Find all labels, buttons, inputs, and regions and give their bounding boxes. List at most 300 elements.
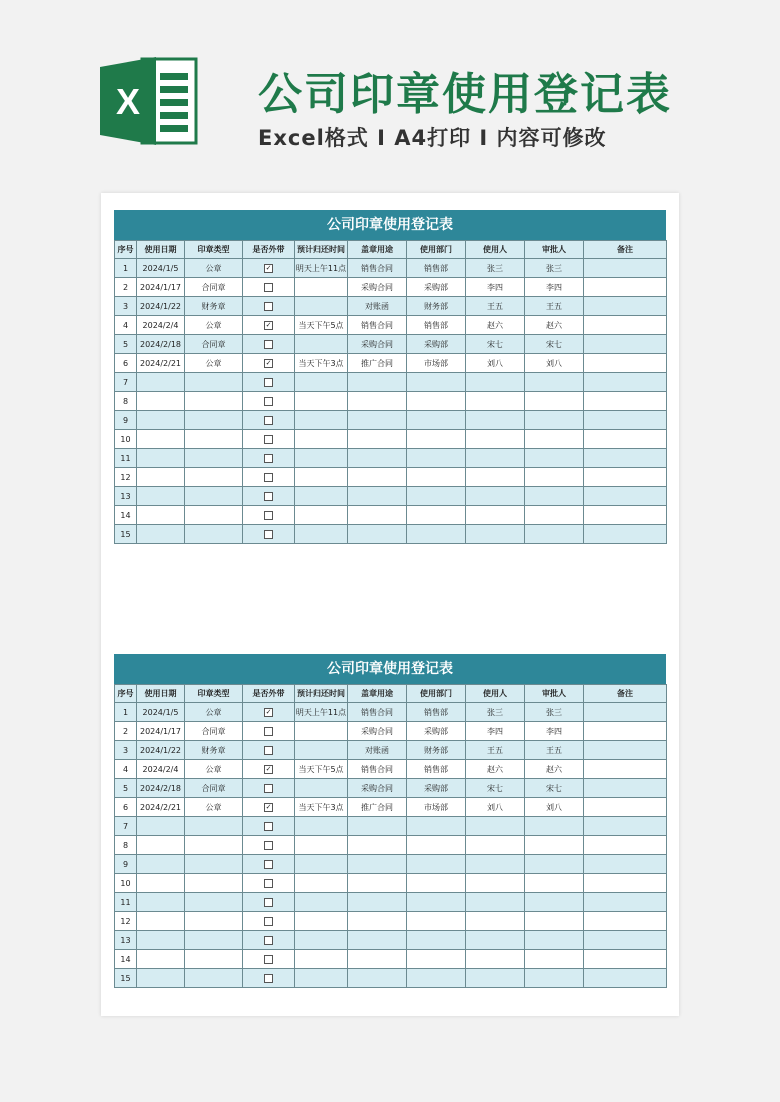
cell-no[interactable]: 14 xyxy=(115,950,137,969)
cell-return[interactable] xyxy=(295,373,348,392)
cell-return[interactable] xyxy=(295,817,348,836)
cell-purpose[interactable]: 销售合同 xyxy=(348,760,407,779)
cell-note[interactable] xyxy=(584,430,667,449)
cell-return[interactable] xyxy=(295,931,348,950)
cell-type[interactable]: 财务章 xyxy=(185,741,243,760)
cell-dept[interactable]: 财务部 xyxy=(407,297,466,316)
cell-return[interactable] xyxy=(295,449,348,468)
cell-approver[interactable]: 刘八 xyxy=(525,354,584,373)
cell-purpose[interactable] xyxy=(348,855,407,874)
cell-user[interactable] xyxy=(466,817,525,836)
cell-note[interactable] xyxy=(584,373,667,392)
cell-note[interactable] xyxy=(584,392,667,411)
cell-date[interactable]: 2024/1/5 xyxy=(137,703,185,722)
cell-purpose[interactable]: 采购合同 xyxy=(348,278,407,297)
cell-user[interactable]: 王五 xyxy=(466,297,525,316)
cell-approver[interactable] xyxy=(525,392,584,411)
cell-date[interactable]: 2024/1/17 xyxy=(137,278,185,297)
cell-type[interactable] xyxy=(185,392,243,411)
cell-date[interactable]: 2024/1/22 xyxy=(137,741,185,760)
cell-user[interactable]: 李四 xyxy=(466,722,525,741)
cell-note[interactable] xyxy=(584,950,667,969)
cell-type[interactable] xyxy=(185,525,243,544)
cell-purpose[interactable]: 采购合同 xyxy=(348,335,407,354)
unchecked-box-icon[interactable] xyxy=(264,492,273,501)
cell-purpose[interactable] xyxy=(348,950,407,969)
cell-purpose[interactable] xyxy=(348,525,407,544)
cell-no[interactable]: 1 xyxy=(115,703,137,722)
cell-date[interactable]: 2024/1/5 xyxy=(137,259,185,278)
cell-type[interactable]: 合同章 xyxy=(185,779,243,798)
cell-user[interactable]: 宋七 xyxy=(466,335,525,354)
cell-note[interactable] xyxy=(584,316,667,335)
cell-no[interactable]: 13 xyxy=(115,487,137,506)
cell-type[interactable]: 合同章 xyxy=(185,278,243,297)
cell-user[interactable] xyxy=(466,950,525,969)
cell-return[interactable] xyxy=(295,912,348,931)
cell-date[interactable]: 2024/1/22 xyxy=(137,297,185,316)
cell-purpose[interactable]: 对账函 xyxy=(348,297,407,316)
unchecked-box-icon[interactable] xyxy=(264,378,273,387)
cell-note[interactable] xyxy=(584,354,667,373)
cell-user[interactable] xyxy=(466,487,525,506)
cell-purpose[interactable]: 采购合同 xyxy=(348,722,407,741)
cell-purpose[interactable] xyxy=(348,468,407,487)
cell-purpose[interactable] xyxy=(348,373,407,392)
cell-date[interactable]: 2024/2/18 xyxy=(137,335,185,354)
cell-date[interactable]: 2024/2/21 xyxy=(137,798,185,817)
cell-no[interactable]: 6 xyxy=(115,798,137,817)
unchecked-box-icon[interactable] xyxy=(264,283,273,292)
cell-note[interactable] xyxy=(584,259,667,278)
cell-approver[interactable] xyxy=(525,931,584,950)
cell-approver[interactable] xyxy=(525,817,584,836)
cell-no[interactable]: 2 xyxy=(115,722,137,741)
cell-approver[interactable] xyxy=(525,969,584,988)
cell-note[interactable] xyxy=(584,525,667,544)
cell-no[interactable]: 4 xyxy=(115,760,137,779)
cell-return[interactable] xyxy=(295,779,348,798)
cell-purpose[interactable] xyxy=(348,969,407,988)
cell-no[interactable]: 1 xyxy=(115,259,137,278)
cell-type[interactable] xyxy=(185,411,243,430)
cell-user[interactable]: 李四 xyxy=(466,278,525,297)
cell-date[interactable] xyxy=(137,855,185,874)
cell-no[interactable]: 3 xyxy=(115,741,137,760)
cell-date[interactable] xyxy=(137,893,185,912)
cell-type[interactable] xyxy=(185,893,243,912)
cell-return[interactable] xyxy=(295,506,348,525)
cell-approver[interactable]: 王五 xyxy=(525,741,584,760)
cell-approver[interactable] xyxy=(525,449,584,468)
cell-note[interactable] xyxy=(584,779,667,798)
cell-no[interactable]: 14 xyxy=(115,506,137,525)
unchecked-box-icon[interactable] xyxy=(264,511,273,520)
cell-no[interactable]: 5 xyxy=(115,335,137,354)
checked-box-icon[interactable]: ✓ xyxy=(265,358,272,367)
cell-type[interactable] xyxy=(185,506,243,525)
cell-date[interactable] xyxy=(137,969,185,988)
cell-approver[interactable] xyxy=(525,411,584,430)
cell-type[interactable] xyxy=(185,373,243,392)
cell-user[interactable] xyxy=(466,373,525,392)
cell-note[interactable] xyxy=(584,278,667,297)
cell-no[interactable]: 10 xyxy=(115,430,137,449)
cell-dept[interactable] xyxy=(407,487,466,506)
cell-dept[interactable] xyxy=(407,817,466,836)
cell-user[interactable]: 赵六 xyxy=(466,316,525,335)
cell-date[interactable] xyxy=(137,836,185,855)
cell-return[interactable] xyxy=(295,411,348,430)
cell-note[interactable] xyxy=(584,836,667,855)
cell-note[interactable] xyxy=(584,449,667,468)
cell-dept[interactable] xyxy=(407,969,466,988)
unchecked-box-icon[interactable] xyxy=(264,435,273,444)
cell-no[interactable]: 12 xyxy=(115,912,137,931)
cell-purpose[interactable] xyxy=(348,893,407,912)
cell-type[interactable] xyxy=(185,912,243,931)
cell-user[interactable] xyxy=(466,430,525,449)
cell-date[interactable]: 2024/1/17 xyxy=(137,722,185,741)
cell-purpose[interactable]: 对账函 xyxy=(348,741,407,760)
cell-user[interactable] xyxy=(466,392,525,411)
cell-approver[interactable] xyxy=(525,487,584,506)
cell-dept[interactable]: 采购部 xyxy=(407,335,466,354)
cell-return[interactable]: 当天下午5点 xyxy=(295,316,348,335)
cell-no[interactable]: 5 xyxy=(115,779,137,798)
cell-user[interactable]: 刘八 xyxy=(466,798,525,817)
unchecked-box-icon[interactable] xyxy=(264,473,273,482)
unchecked-box-icon[interactable] xyxy=(264,974,273,983)
cell-type[interactable]: 公章 xyxy=(185,259,243,278)
cell-return[interactable]: 当天下午3点 xyxy=(295,798,348,817)
cell-user[interactable] xyxy=(466,912,525,931)
cell-dept[interactable] xyxy=(407,468,466,487)
cell-user[interactable]: 王五 xyxy=(466,741,525,760)
cell-type[interactable]: 公章 xyxy=(185,354,243,373)
cell-type[interactable]: 财务章 xyxy=(185,297,243,316)
cell-approver[interactable]: 宋七 xyxy=(525,335,584,354)
cell-purpose[interactable] xyxy=(348,836,407,855)
cell-note[interactable] xyxy=(584,703,667,722)
cell-no[interactable]: 9 xyxy=(115,411,137,430)
cell-dept[interactable] xyxy=(407,836,466,855)
cell-no[interactable]: 11 xyxy=(115,449,137,468)
cell-date[interactable] xyxy=(137,392,185,411)
cell-approver[interactable] xyxy=(525,506,584,525)
cell-approver[interactable] xyxy=(525,855,584,874)
cell-type[interactable]: 公章 xyxy=(185,316,243,335)
cell-type[interactable] xyxy=(185,430,243,449)
cell-note[interactable] xyxy=(584,487,667,506)
cell-user[interactable] xyxy=(466,411,525,430)
unchecked-box-icon[interactable] xyxy=(264,860,273,869)
cell-return[interactable] xyxy=(295,874,348,893)
cell-no[interactable]: 12 xyxy=(115,468,137,487)
cell-type[interactable] xyxy=(185,487,243,506)
cell-dept[interactable] xyxy=(407,449,466,468)
cell-date[interactable] xyxy=(137,430,185,449)
cell-type[interactable]: 公章 xyxy=(185,703,243,722)
cell-approver[interactable]: 王五 xyxy=(525,297,584,316)
cell-return[interactable]: 当天下午5点 xyxy=(295,760,348,779)
cell-note[interactable] xyxy=(584,817,667,836)
cell-note[interactable] xyxy=(584,506,667,525)
cell-no[interactable]: 13 xyxy=(115,931,137,950)
cell-dept[interactable]: 销售部 xyxy=(407,316,466,335)
cell-return[interactable] xyxy=(295,487,348,506)
cell-date[interactable] xyxy=(137,449,185,468)
cell-dept[interactable] xyxy=(407,392,466,411)
unchecked-box-icon[interactable] xyxy=(264,936,273,945)
cell-note[interactable] xyxy=(584,931,667,950)
cell-type[interactable] xyxy=(185,874,243,893)
cell-approver[interactable]: 赵六 xyxy=(525,760,584,779)
cell-date[interactable] xyxy=(137,950,185,969)
cell-approver[interactable] xyxy=(525,836,584,855)
cell-user[interactable]: 刘八 xyxy=(466,354,525,373)
unchecked-box-icon[interactable] xyxy=(264,898,273,907)
cell-return[interactable] xyxy=(295,430,348,449)
cell-purpose[interactable] xyxy=(348,506,407,525)
cell-purpose[interactable] xyxy=(348,817,407,836)
cell-note[interactable] xyxy=(584,468,667,487)
cell-dept[interactable] xyxy=(407,950,466,969)
cell-note[interactable] xyxy=(584,760,667,779)
cell-date[interactable] xyxy=(137,912,185,931)
cell-type[interactable] xyxy=(185,931,243,950)
cell-approver[interactable]: 张三 xyxy=(525,259,584,278)
cell-approver[interactable] xyxy=(525,950,584,969)
unchecked-box-icon[interactable] xyxy=(264,340,273,349)
cell-type[interactable] xyxy=(185,950,243,969)
unchecked-box-icon[interactable] xyxy=(264,822,273,831)
cell-no[interactable]: 3 xyxy=(115,297,137,316)
cell-user[interactable] xyxy=(466,468,525,487)
cell-dept[interactable]: 销售部 xyxy=(407,259,466,278)
cell-note[interactable] xyxy=(584,855,667,874)
cell-no[interactable]: 2 xyxy=(115,278,137,297)
cell-approver[interactable] xyxy=(525,893,584,912)
cell-type[interactable]: 合同章 xyxy=(185,335,243,354)
cell-date[interactable] xyxy=(137,468,185,487)
cell-date[interactable] xyxy=(137,506,185,525)
checked-box-icon[interactable]: ✓ xyxy=(265,764,272,773)
cell-approver[interactable] xyxy=(525,912,584,931)
cell-user[interactable] xyxy=(466,931,525,950)
cell-no[interactable]: 11 xyxy=(115,893,137,912)
cell-return[interactable] xyxy=(295,335,348,354)
unchecked-box-icon[interactable] xyxy=(264,746,273,755)
cell-dept[interactable] xyxy=(407,525,466,544)
cell-dept[interactable]: 采购部 xyxy=(407,278,466,297)
cell-type[interactable] xyxy=(185,836,243,855)
cell-approver[interactable]: 赵六 xyxy=(525,316,584,335)
cell-purpose[interactable] xyxy=(348,912,407,931)
unchecked-box-icon[interactable] xyxy=(264,454,273,463)
cell-return[interactable] xyxy=(295,855,348,874)
cell-purpose[interactable]: 销售合同 xyxy=(348,259,407,278)
cell-purpose[interactable] xyxy=(348,449,407,468)
cell-type[interactable] xyxy=(185,855,243,874)
cell-note[interactable] xyxy=(584,297,667,316)
cell-note[interactable] xyxy=(584,335,667,354)
cell-date[interactable]: 2024/2/18 xyxy=(137,779,185,798)
cell-type[interactable] xyxy=(185,817,243,836)
cell-purpose[interactable]: 推广合同 xyxy=(348,798,407,817)
cell-no[interactable]: 8 xyxy=(115,392,137,411)
cell-user[interactable] xyxy=(466,855,525,874)
cell-return[interactable] xyxy=(295,836,348,855)
cell-purpose[interactable] xyxy=(348,411,407,430)
cell-purpose[interactable]: 推广合同 xyxy=(348,354,407,373)
cell-dept[interactable] xyxy=(407,893,466,912)
cell-return[interactable] xyxy=(295,392,348,411)
cell-purpose[interactable]: 销售合同 xyxy=(348,703,407,722)
cell-user[interactable] xyxy=(466,506,525,525)
cell-type[interactable]: 公章 xyxy=(185,760,243,779)
cell-dept[interactable]: 销售部 xyxy=(407,760,466,779)
cell-note[interactable] xyxy=(584,874,667,893)
cell-return[interactable] xyxy=(295,722,348,741)
cell-dept[interactable] xyxy=(407,874,466,893)
cell-purpose[interactable] xyxy=(348,430,407,449)
cell-approver[interactable]: 李四 xyxy=(525,278,584,297)
cell-date[interactable] xyxy=(137,817,185,836)
cell-purpose[interactable] xyxy=(348,931,407,950)
cell-no[interactable]: 6 xyxy=(115,354,137,373)
cell-user[interactable] xyxy=(466,874,525,893)
cell-user[interactable] xyxy=(466,893,525,912)
cell-dept[interactable] xyxy=(407,430,466,449)
cell-purpose[interactable] xyxy=(348,874,407,893)
cell-purpose[interactable]: 采购合同 xyxy=(348,779,407,798)
cell-approver[interactable] xyxy=(525,373,584,392)
cell-no[interactable]: 15 xyxy=(115,969,137,988)
checked-box-icon[interactable]: ✓ xyxy=(265,802,272,811)
cell-user[interactable] xyxy=(466,836,525,855)
cell-dept[interactable]: 市场部 xyxy=(407,354,466,373)
cell-note[interactable] xyxy=(584,893,667,912)
checked-box-icon[interactable]: ✓ xyxy=(265,263,272,272)
cell-dept[interactable] xyxy=(407,912,466,931)
cell-return[interactable] xyxy=(295,893,348,912)
cell-return[interactable] xyxy=(295,278,348,297)
unchecked-box-icon[interactable] xyxy=(264,955,273,964)
checked-box-icon[interactable]: ✓ xyxy=(265,320,272,329)
cell-note[interactable] xyxy=(584,969,667,988)
cell-note[interactable] xyxy=(584,798,667,817)
unchecked-box-icon[interactable] xyxy=(264,397,273,406)
cell-purpose[interactable] xyxy=(348,487,407,506)
unchecked-box-icon[interactable] xyxy=(264,879,273,888)
cell-date[interactable] xyxy=(137,487,185,506)
cell-approver[interactable] xyxy=(525,468,584,487)
cell-dept[interactable] xyxy=(407,411,466,430)
unchecked-box-icon[interactable] xyxy=(264,416,273,425)
cell-type[interactable]: 合同章 xyxy=(185,722,243,741)
cell-date[interactable]: 2024/2/4 xyxy=(137,760,185,779)
cell-return[interactable] xyxy=(295,969,348,988)
cell-date[interactable] xyxy=(137,525,185,544)
cell-note[interactable] xyxy=(584,722,667,741)
cell-note[interactable] xyxy=(584,912,667,931)
cell-return[interactable] xyxy=(295,741,348,760)
cell-dept[interactable] xyxy=(407,506,466,525)
cell-no[interactable]: 15 xyxy=(115,525,137,544)
cell-no[interactable]: 7 xyxy=(115,373,137,392)
cell-type[interactable] xyxy=(185,468,243,487)
cell-return[interactable]: 明天上午11点 xyxy=(295,259,348,278)
cell-approver[interactable]: 李四 xyxy=(525,722,584,741)
cell-purpose[interactable]: 销售合同 xyxy=(348,316,407,335)
cell-no[interactable]: 4 xyxy=(115,316,137,335)
cell-user[interactable]: 宋七 xyxy=(466,779,525,798)
cell-dept[interactable] xyxy=(407,373,466,392)
unchecked-box-icon[interactable] xyxy=(264,841,273,850)
cell-user[interactable] xyxy=(466,449,525,468)
cell-date[interactable]: 2024/2/21 xyxy=(137,354,185,373)
cell-no[interactable]: 7 xyxy=(115,817,137,836)
cell-dept[interactable] xyxy=(407,855,466,874)
checked-box-icon[interactable]: ✓ xyxy=(265,707,272,716)
cell-dept[interactable]: 财务部 xyxy=(407,741,466,760)
cell-dept[interactable]: 采购部 xyxy=(407,722,466,741)
cell-user[interactable] xyxy=(466,525,525,544)
cell-approver[interactable] xyxy=(525,874,584,893)
cell-type[interactable] xyxy=(185,969,243,988)
unchecked-box-icon[interactable] xyxy=(264,727,273,736)
cell-user[interactable]: 赵六 xyxy=(466,760,525,779)
cell-dept[interactable]: 市场部 xyxy=(407,798,466,817)
cell-note[interactable] xyxy=(584,741,667,760)
cell-approver[interactable] xyxy=(525,430,584,449)
cell-no[interactable]: 8 xyxy=(115,836,137,855)
cell-user[interactable]: 张三 xyxy=(466,259,525,278)
unchecked-box-icon[interactable] xyxy=(264,302,273,311)
cell-purpose[interactable] xyxy=(348,392,407,411)
cell-user[interactable]: 张三 xyxy=(466,703,525,722)
cell-note[interactable] xyxy=(584,411,667,430)
cell-approver[interactable] xyxy=(525,525,584,544)
cell-no[interactable]: 10 xyxy=(115,874,137,893)
cell-return[interactable] xyxy=(295,297,348,316)
cell-return[interactable] xyxy=(295,468,348,487)
cell-dept[interactable] xyxy=(407,931,466,950)
unchecked-box-icon[interactable] xyxy=(264,917,273,926)
cell-return[interactable]: 明天上午11点 xyxy=(295,703,348,722)
cell-approver[interactable]: 宋七 xyxy=(525,779,584,798)
unchecked-box-icon[interactable] xyxy=(264,530,273,539)
cell-approver[interactable]: 刘八 xyxy=(525,798,584,817)
cell-approver[interactable]: 张三 xyxy=(525,703,584,722)
cell-no[interactable]: 9 xyxy=(115,855,137,874)
cell-dept[interactable]: 采购部 xyxy=(407,779,466,798)
cell-date[interactable] xyxy=(137,874,185,893)
cell-date[interactable] xyxy=(137,411,185,430)
cell-type[interactable]: 公章 xyxy=(185,798,243,817)
cell-return[interactable]: 当天下午3点 xyxy=(295,354,348,373)
cell-return[interactable] xyxy=(295,950,348,969)
cell-date[interactable] xyxy=(137,931,185,950)
unchecked-box-icon[interactable] xyxy=(264,784,273,793)
cell-date[interactable]: 2024/2/4 xyxy=(137,316,185,335)
cell-type[interactable] xyxy=(185,449,243,468)
cell-date[interactable] xyxy=(137,373,185,392)
cell-user[interactable] xyxy=(466,969,525,988)
cell-return[interactable] xyxy=(295,525,348,544)
cell-dept[interactable]: 销售部 xyxy=(407,703,466,722)
